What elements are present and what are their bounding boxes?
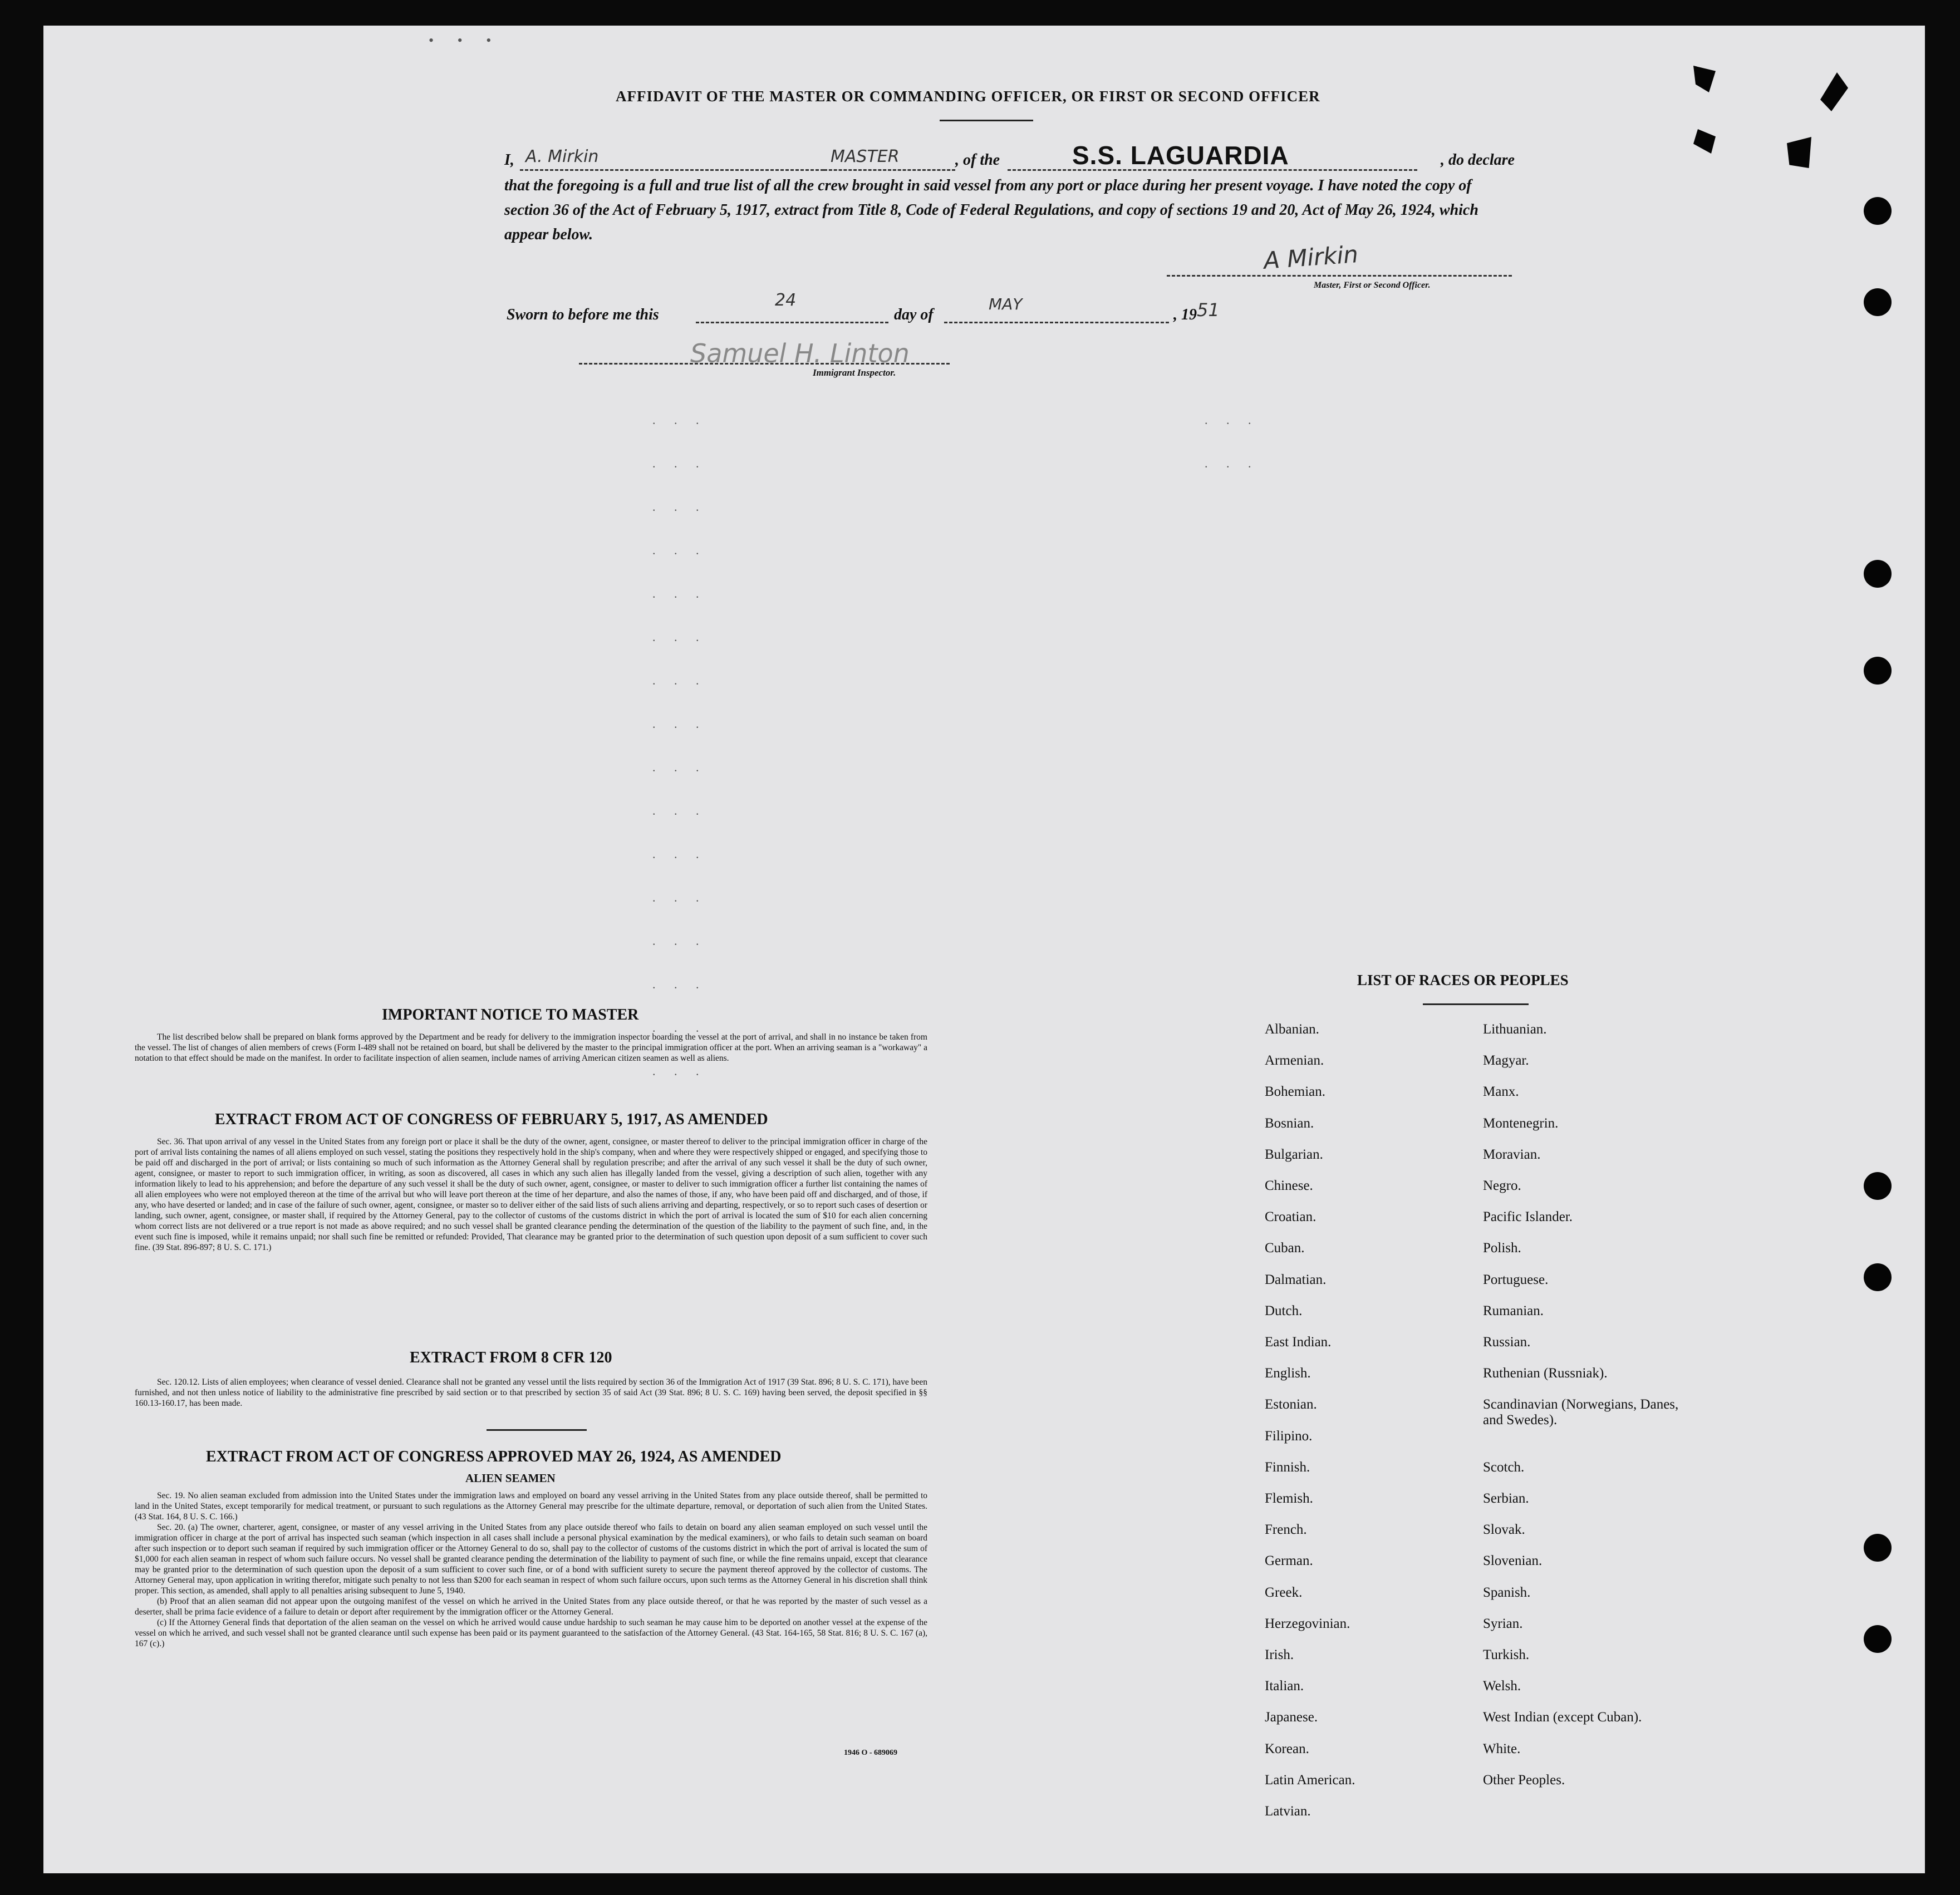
punch-hole-icon: [1864, 560, 1892, 588]
race-item: Flemish.: [1265, 1491, 1313, 1506]
race-item: Chinese.: [1265, 1178, 1313, 1193]
inspector-caption: Immigrant Inspector.: [813, 367, 896, 378]
race-item: Irish.: [1265, 1647, 1294, 1662]
sworn-month-field: [944, 302, 1169, 323]
heading-rule: [940, 120, 1033, 121]
race-item: Latvian.: [1265, 1804, 1311, 1819]
race-item: Rumanian.: [1483, 1303, 1544, 1318]
dot-leaders: . . . . . . . . . . . . . . . . . . . . . . . . . . . . . . . . . . . . . . . . . . . . . . . .: [652, 413, 707, 1078]
race-item: Cuban.: [1265, 1241, 1305, 1256]
race-item: Armenian.: [1265, 1053, 1324, 1069]
race-item: East Indian.: [1265, 1335, 1332, 1350]
declarant-name: A. Mirkin: [525, 147, 599, 166]
print-code: 1946 O - 689069: [844, 1749, 898, 1757]
race-item: Herzegovinian.: [1265, 1616, 1350, 1631]
declaration-prefix: I,: [504, 151, 514, 169]
race-item: Croatian.: [1265, 1209, 1317, 1225]
extract-1917-heading: EXTRACT FROM ACT OF CONGRESS OF FEBRUARY 5, 1917, AS AMENDED: [215, 1111, 768, 1128]
sworn-day-value: 24: [775, 291, 797, 310]
race-item: Serbian.: [1483, 1491, 1529, 1506]
extract-1924-heading: EXTRACT FROM ACT OF CONGRESS APPROVED MAY 26, 1924, AS AMENDED: [206, 1448, 782, 1465]
race-item: Turkish.: [1483, 1647, 1530, 1662]
master-signature-caption: Master, First or Second Officer.: [1314, 280, 1431, 290]
punch-hole-icon: [1864, 1263, 1892, 1291]
dot-leaders-right: . . . . . .: [1205, 413, 1259, 470]
race-item: English.: [1265, 1366, 1311, 1381]
do-declare-label: , do declare: [1441, 151, 1515, 169]
punch-hole-icon: [1864, 288, 1892, 316]
race-item: German.: [1265, 1553, 1313, 1569]
cfr-rule: [487, 1429, 587, 1431]
declarant-name-field: [520, 147, 900, 171]
race-item: West Indian (except Cuban).: [1483, 1710, 1642, 1725]
race-item: Moravian.: [1483, 1146, 1541, 1162]
race-item: Portuguese.: [1483, 1272, 1549, 1287]
punch-hole-icon: [1864, 1534, 1892, 1562]
races-heading: LIST OF RACES OR PEOPLES: [1357, 972, 1569, 988]
race-item: Finnish.: [1265, 1459, 1310, 1475]
extract-1924-text: Sec. 19. No alien seaman excluded from admission into the United States under the immigration laws and employed on board any vessel arriving in the United States from any place outside thereof, shall be permitted to land in the United States, except temporarily for medical treatment, or pursuant to such regulations as the Attorney General may prescribe for the ultimate departure, removal, or deportation of such alien from the United States. (43 Stat. 164, 8 U. S. C. 166.) Sec. 20. (a) The owner, charterer, agent, consignee, or master of any vessel arriving in the United States from any place outside thereof who fails to detain on board any alien seaman employed on such vessel until the immigration officer in charge at the port of arrival has inspected such seaman (which inspection in all cases shall include a personal physical examination by the medical examiners), or who fails to detain such seaman on board after such inspection or to deport such seaman if required by such immigration officer or the Attorney General to do so, shall pay to the collector of customs of the customs district in which the port of arrival is located the sum of $1,000 for each alien seaman in respect of whom such failure occurs. No vessel shall be granted clearance pending the determination of the liability to payment of such fine, or while the fine remains unpaid, except that clearance may be granted prior to the determination of such question upon the deposit of a sum sufficient to cover such fine, or of a bond with sufficient surety to secure the payment thereof approved by the collector of customs. The Attorney General may, upon application in writing therefor, mitigate such penalty to not less than $200 for each seaman in respect of whom such failure occurs, upon such terms as the Attorney General in his discretion shall think proper. This section, as amended, shall apply to all penalties arising subsequent to June 5, 1940. (b) Proof that an alien seaman did not appear upon the outgoing manifest of the vessel on which he arrived in the United States from any place outside thereof, or that he was reported by the master of such vessel as a deserter, shall be prima facie evidence of a failure to detain or deport after requirement by the immigration officer or the Attorney General. (c) If the Attorney General finds that deportation of the alien seaman on the vessel on which he arrived would cause undue hardship to such seaman he may cause him to be deported on another vessel at the expense of the vessel on which he arrived, and such vessel shall not be granted clearance until such expense has been paid or its payment guaranteed to the satisfaction of the Attorney General. (43 Stat. 164-165, 58 Stat. 816; 8 U. S. C. 167 (a), 167 (c).): [135, 1491, 927, 1648]
race-item: Italian.: [1265, 1679, 1304, 1694]
race-item: Greek.: [1265, 1584, 1303, 1600]
race-item: Latin American.: [1265, 1772, 1355, 1788]
race-item: Montenegrin.: [1483, 1115, 1559, 1131]
inspector-signature: Samuel H. Linton: [690, 338, 910, 368]
race-item: Bosnian.: [1265, 1115, 1314, 1131]
sworn-month-value: MAY: [989, 295, 1023, 313]
top-mark: • • •: [429, 32, 502, 48]
race-item: Japanese.: [1265, 1710, 1318, 1725]
race-item: Spanish.: [1483, 1584, 1531, 1600]
race-item: Slovak.: [1483, 1522, 1525, 1538]
alien-seamen-subheading: ALIEN SEAMEN: [465, 1471, 556, 1485]
race-item: Bulgarian.: [1265, 1146, 1323, 1162]
race-item: Estonian.: [1265, 1397, 1317, 1412]
race-item: Albanian.: [1265, 1022, 1319, 1037]
race-item: Slovenian.: [1483, 1553, 1543, 1569]
punch-hole-icon: [1864, 1172, 1892, 1200]
extract-cfr-text: Sec. 120.12. Lists of alien employees; when clearance of vessel denied. Clearance shall not be granted any vessel until the lists required by section 36 of the Immigration Act of 1917 (39 Stat. 896; 8 U. S. C. 171), have been furnished, and not then unless notice of liability to the administrative fine prescribed by said section or to that prescribed by section 35 of said Act (39 Stat. 896; 8 U. S. C. 169) having been served, the deposit specified in §§ 160.13-160.17, has been made.: [135, 1377, 927, 1408]
year-prefix: , 19: [1173, 306, 1197, 323]
race-item: Syrian.: [1483, 1616, 1523, 1631]
race-item: Korean.: [1265, 1741, 1309, 1756]
punch-hole-icon: [1864, 197, 1892, 225]
affidavit-heading: AFFIDAVIT OF THE MASTER OR COMMANDING OFFICER, OR FIRST OR SECOND OFFICER: [616, 88, 1320, 105]
races-rule: [1423, 1003, 1529, 1005]
race-item: French.: [1265, 1522, 1307, 1538]
race-item: Dutch.: [1265, 1303, 1303, 1318]
race-item: Magyar.: [1483, 1053, 1529, 1069]
race-item: Scotch.: [1483, 1459, 1525, 1475]
notice-text: The list described below shall be prepared on blank forms approved by the Department and be ready for delivery to the immigration inspector boarding the vessel at the port of arrival, and shall in no instance be taken from the vessel. The list of changes of alien members of crews (Form I-489 shall not be retained on board, but shall be delivered by the master to the principal immigration officer at the port. When an arriving seaman is a "workaway" a notation to that effect should be made on the manifest. In order to facilitate inspection of alien seamen, include names of arriving American citizen seamen as well as aliens.: [135, 1032, 927, 1063]
race-item: Scandinavian (Norwegians, Danes, and Swedes).: [1483, 1397, 1679, 1428]
master-signature-line: [1167, 265, 1512, 277]
race-item: Ruthenian (Russniak).: [1483, 1366, 1608, 1381]
vessel-name: S.S. LAGUARDIA: [1072, 141, 1289, 170]
sworn-label: Sworn to before me this: [507, 306, 659, 323]
declarant-title: MASTER: [831, 147, 900, 166]
race-item: Manx.: [1483, 1084, 1519, 1100]
day-of-label: day of: [894, 306, 934, 323]
race-item: Filipino.: [1265, 1428, 1313, 1444]
notice-heading: IMPORTANT NOTICE TO MASTER: [382, 1006, 639, 1023]
race-item: Russian.: [1483, 1335, 1531, 1350]
of-the-label: , of the: [955, 151, 1000, 169]
race-item: Lithuanian.: [1483, 1022, 1547, 1037]
declaration-text: that the foregoing is a full and true list of all the crew brought in said vessel from any port or place during her present voyage. I have noted the copy of section 36 of the Act of February 5, 1917, extract from Title 8, Code of Federal Regulations, and copy of sections 19 and 20, Act of May 26, 1924, which appear below.: [504, 177, 1478, 243]
punch-hole-icon: [1864, 1625, 1892, 1653]
race-item: Dalmatian.: [1265, 1272, 1327, 1287]
master-signature: A Mirkin: [1263, 240, 1359, 274]
race-item: Polish.: [1483, 1241, 1521, 1256]
race-item: Negro.: [1483, 1178, 1521, 1193]
race-item: Other Peoples.: [1483, 1772, 1565, 1788]
race-item: White.: [1483, 1741, 1521, 1756]
race-item: Welsh.: [1483, 1679, 1521, 1694]
extract-1917-text: Sec. 36. That upon arrival of any vessel in the United States from any foreign port or place it shall be the duty of the owner, agent, consignee, or master thereof to deliver to the principal immigration officer in charge of the port of arrival lists containing the names of all aliens employed on such vessel, stating the positions they respectively hold in the ship's company, when and where they were respectively shipped or engaged, and specifying those to be paid off and discharged in the port of arrival; or lists containing so much of such information as the Attorney General shall by regulation prescribe; and after the arrival of any such vessel it shall be the duty of such owner, agent, consignee, or master to report to such immigration officer, in writing, as soon as discovered, all cases in which any such alien has illegally landed from the vessel, giving a description of such alien, together with any information likely to lead to his apprehension; and before the departure of any such vessel it shall be the duty of such owner, agent, consignee, or master to deliver to such immigration officer a further list containing the names of all alien employees who were not employed thereon at the time of the arrival but who will leave port thereon at the time of her departure, and also the names of those, if any, who have been paid off and discharged, and of those, if any, who have deserted or landed; and in case of the failure of such owner, agent, consignee, or master so to deliver either of the said lists of such aliens arriving and departing, respectively, or so to report such cases of desertion or landing, such owner, agent, consignee, or master shall, if required by the Attorney General, pay to the collector of customs of the customs district in which the port of arrival is located the sum of $10 for each alien concerning whom correct lists are not delivered or a true report is not made as above required; and no such vessel shall be granted clearance pending the determination of the question of the liability to the payment of such fine, and, in the event such fine is imposed, while it remains unpaid; nor shall such fine be remitted or refunded: Provided, That clearance may be granted prior to the determination of such question upon deposit of a sum sufficient to cover such fine. (39 Stat. 896-897; 8 U. S. C. 171.): [135, 1137, 927, 1252]
race-item: Pacific Islander.: [1483, 1209, 1573, 1225]
year-suffix: 51: [1197, 299, 1220, 321]
punch-hole-icon: [1864, 657, 1892, 685]
race-item: Bohemian.: [1265, 1084, 1326, 1100]
inspector-signature-line: [579, 353, 950, 365]
extract-cfr-heading: EXTRACT FROM 8 CFR 120: [410, 1349, 612, 1366]
declarant-title-line: [824, 149, 955, 171]
